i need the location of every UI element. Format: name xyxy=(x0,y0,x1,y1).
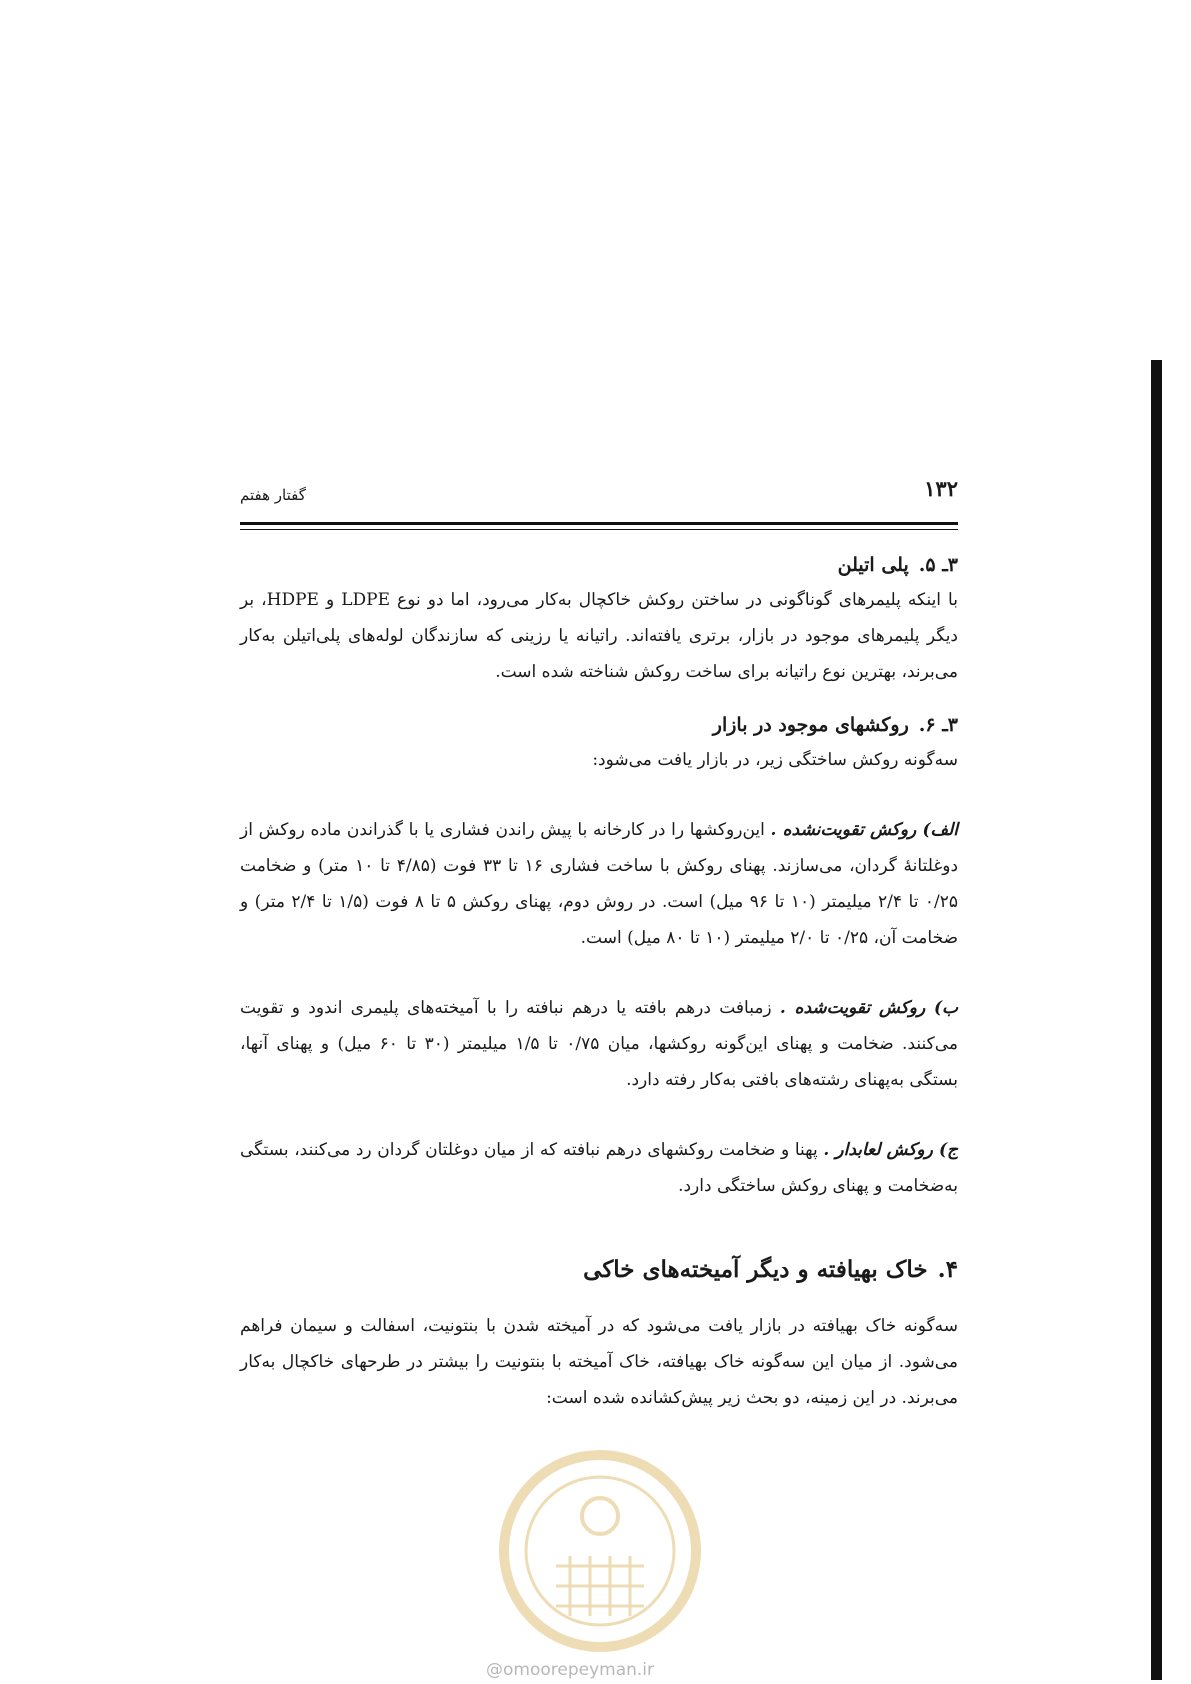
section-title: خاک بهیافته و دیگر آمیخته‌های خاکی xyxy=(583,1256,928,1283)
page-edge-bar xyxy=(1151,360,1162,1680)
header-rule-thin xyxy=(240,529,958,530)
section-title: روکشهای موجود در بازار xyxy=(712,714,909,736)
section-paragraph: سه‌گونه روکش ساختگی زیر، در بازار یافت می‌شود: xyxy=(592,750,958,770)
section-heading-market-liners xyxy=(240,708,958,742)
section-paragraph: سه‌گونه خاک بهیافته در بازار یافت می‌شود که در آمیخته شدن با بنتونیت، اسفالت و سیمان فراهم می‌شود. از میان این سه‌گونه خاک بهیافته، خاک آمیخته با بنتونیت را بیشتر در طرحهای خاکچال به‌کار می‌برند. در این زمینه، دو بحث زیر پیش‌کشانده شده است: xyxy=(240,1316,958,1408)
item-lead: ب) روکش تقویت‌شده . xyxy=(779,998,958,1018)
item-text: زمبافت درهم بافته یا درهم نبافته را با آمیخته‌های پلیمری اندود و تقویت می‌کنند. ضخامت و پهنای این‌گونه روکشها، میان ۰/۷۵ تا ۱/۵ میلیمتر (۳۰ تا ۶۰ میل) و پهنای آنها، بستگی به‌پهنای رشته‌های بافتی به‌کار رفته دارد. xyxy=(240,998,959,1090)
item-lead: الف) روکش تقویت‌نشده . xyxy=(770,820,958,840)
list-item-reinforced xyxy=(240,990,958,1098)
list-item-coated xyxy=(240,1132,958,1204)
item-lead: ج) روکش لعابدار . xyxy=(823,1140,958,1160)
item-text: پهنا و ضخامت روکشهای درهم نبافته که از میان دوغلتان گردان رد می‌کنند، بستگی به‌ضخامت و پهنای روکش ساختگی دارد. xyxy=(240,1140,958,1196)
page-number: ۱۳۲ xyxy=(924,476,958,501)
watermark-text: @omoorepeyman.ir xyxy=(486,1660,655,1680)
section-heading-polyethylene xyxy=(240,548,958,582)
section-title: پلی اتیلن xyxy=(837,554,909,576)
list-item-unreinforced xyxy=(240,812,958,956)
section-heading-amended-soils xyxy=(240,1250,958,1290)
section-number: ۴. xyxy=(937,1256,958,1283)
item-text: این‌روکشها را در کارخانه با پیش راندن فشاری یا با گذراندن ماده روکش از دوغلتانهٔ گردان، می‌سازند. پهنای روکش با ساخت فشاری ۱۶ تا ۳۳ فوت (۴/۸۵ تا ۱۰ متر) و ضخامت ۰/۲۵ تا ۲/۴ میلیمتر (۱۰ تا ۹۶ میل) است. در روش دوم، پهنای روکش ۵ تا ۸ فوت (۱/۵ تا ۲/۴ متر) و ضخامت آن، ۰/۲۵ تا ۲/۰ میلیمتر (۱۰ تا ۸۰ میل) است. xyxy=(240,820,959,948)
page-header xyxy=(240,476,958,508)
section-number: ۳ـ ۵. xyxy=(918,554,958,576)
stamp-logo-icon xyxy=(490,1446,710,1656)
chapter-label: گفتار هفتم xyxy=(240,486,306,504)
header-rule-thick xyxy=(240,522,958,525)
section-number: ۳ـ ۶. xyxy=(918,714,958,736)
section-paragraph: با اینکه پلیمرهای گوناگونی در ساختن روکش خاکچال به‌کار می‌رود، اما دو نوع LDPE و HDPE، بر دیگر پلیمرهای موجود در بازار، برتری یافته‌اند. راتیانه یا رزینی که سازندگان لوله‌های پلی‌اتیلن به‌کار می‌برند، بهترین نوع راتیانه برای ساخت روکش شناخته شده است. xyxy=(240,590,958,682)
page-content xyxy=(240,548,958,1416)
